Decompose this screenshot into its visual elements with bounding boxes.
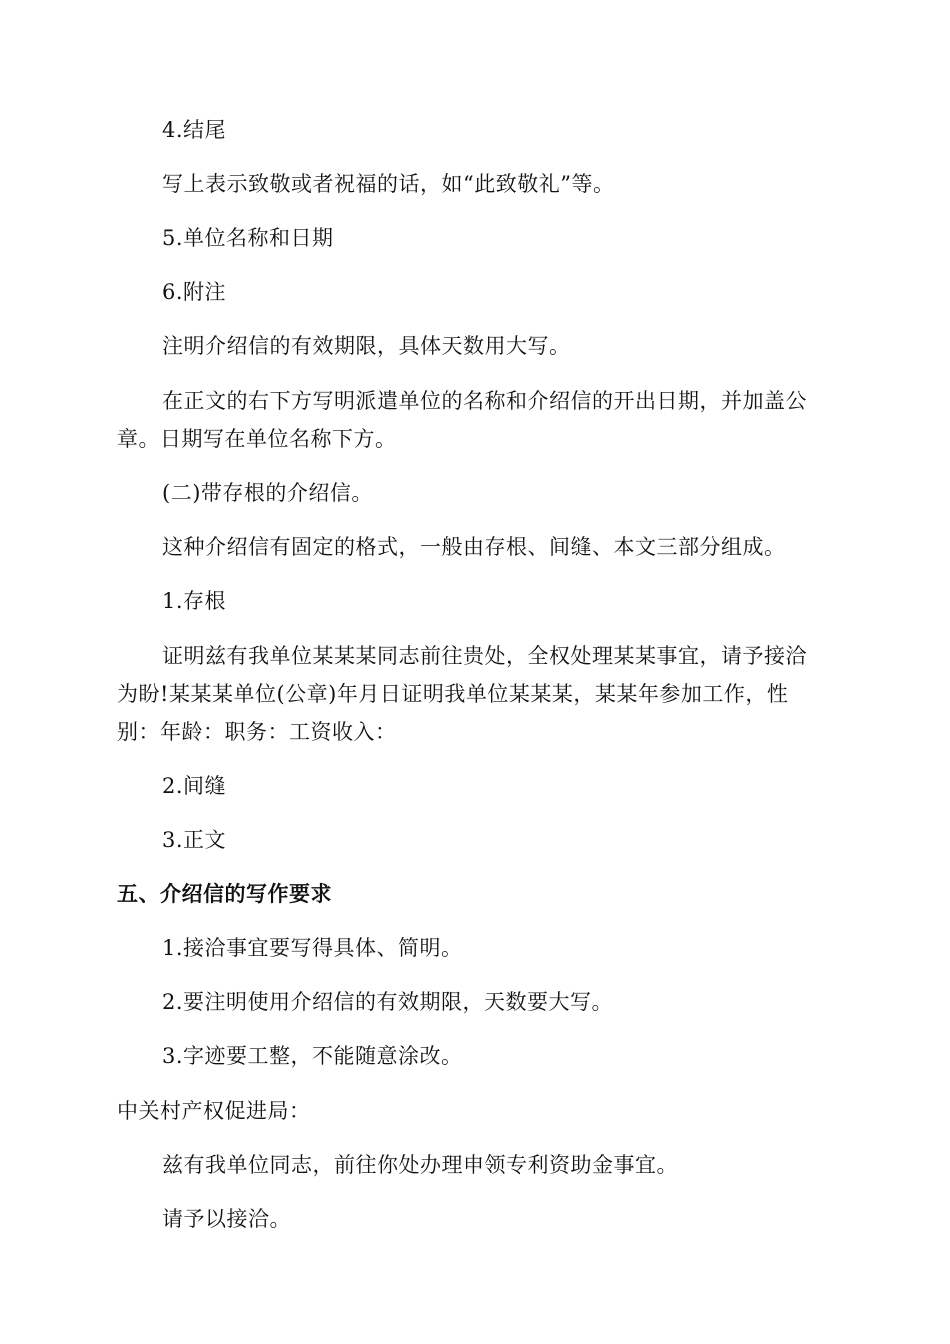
paragraph-stub-format: 这种介绍信有固定的格式，一般由存根、间缝、本文三部分组成。 bbox=[162, 535, 786, 559]
paragraph-stub-line-1: 证明兹有我单位某某某同志前往贵处，全权处理某某事宜，请予接洽 bbox=[162, 644, 807, 668]
letter-body: 兹有我单位同志，前往你处办理申领专利资助金事宜。 bbox=[162, 1153, 678, 1177]
paragraph-stub-line-3: 别：年龄：职务：工资收入： bbox=[117, 720, 397, 744]
requirement-item-1: 1.接洽事宜要写得具体、简明。 bbox=[162, 936, 463, 960]
item-heading-stub: 1.存根 bbox=[162, 589, 227, 613]
item-heading-ending: 4.结尾 bbox=[162, 118, 227, 142]
paragraph-stub-line-2: 为盼!某某某单位(公章)年月日证明我单位某某某，某某年参加工作，性 bbox=[117, 682, 789, 706]
paragraph-signature-line-2: 章。日期写在单位名称下方。 bbox=[117, 427, 397, 451]
requirement-item-2: 2.要注明使用介绍信的有效期限，天数要大写。 bbox=[162, 990, 614, 1014]
paragraph-signature-line-1: 在正文的右下方写明派遣单位的名称和介绍信的开出日期，并加盖公 bbox=[162, 389, 807, 413]
letter-salutation: 中关村产权促进局： bbox=[117, 1099, 311, 1123]
letter-closing: 请予以接洽。 bbox=[162, 1207, 291, 1231]
section-heading-requirements: 五、介绍信的写作要求 bbox=[117, 882, 332, 906]
paragraph-note-desc: 注明介绍信的有效期限，具体天数用大写。 bbox=[162, 334, 571, 358]
paragraph-ending-desc: 写上表示致敬或者祝福的话，如“此致敬礼”等。 bbox=[162, 172, 615, 196]
section-heading-stub-letter: (二)带存根的介绍信。 bbox=[162, 481, 373, 505]
item-heading-body: 3.正文 bbox=[162, 828, 227, 852]
item-heading-seam: 2.间缝 bbox=[162, 774, 227, 798]
item-heading-note: 6.附注 bbox=[162, 280, 227, 304]
item-heading-unit-date: 5.单位名称和日期 bbox=[162, 226, 334, 250]
requirement-item-3: 3.字迹要工整，不能随意涂改。 bbox=[162, 1044, 463, 1068]
